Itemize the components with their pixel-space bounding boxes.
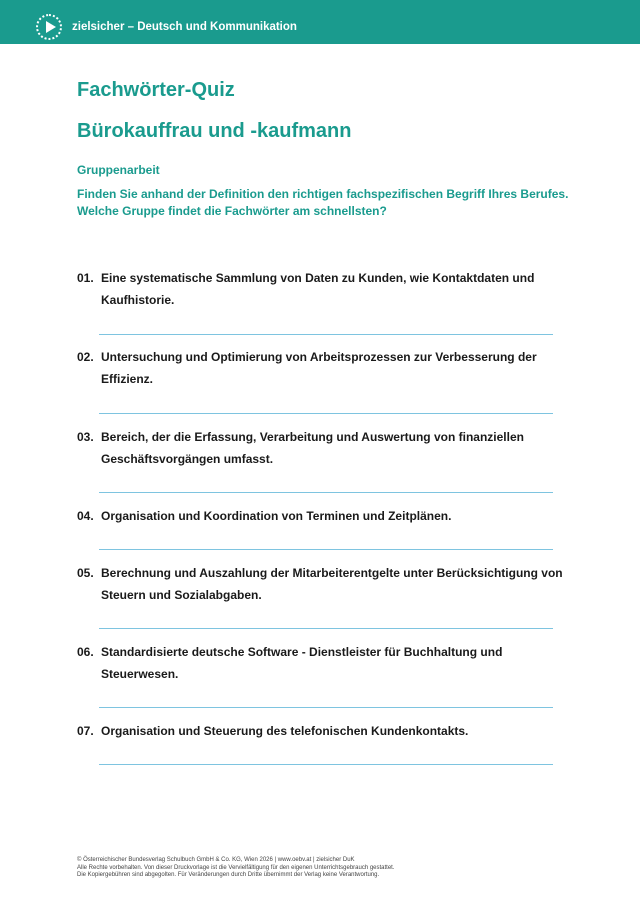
question-text: Organisation und Koordination von Terminen und Zeitplänen. [101,509,452,523]
answer-line[interactable] [99,492,553,493]
question-number: 06. [77,645,94,659]
question-number: 07. [77,724,94,738]
question-text: Berechnung und Auszahlung der Mitarbeiterentgelte unter Berücksichtigung von Steuern und Sozialabgaben. [101,566,563,602]
question-item [77,505,567,527]
question-text: Bereich, der die Erfassung, Verarbeitung und Auswertung von finanziellen Geschäftsvorgängen umfasst. [101,430,524,466]
brand-name: zielsicher – Deutsch und Kommunikation [72,21,297,33]
header-dotted-edge [0,40,640,48]
footer [77,857,597,880]
question-number: 01. [77,271,94,285]
question-item [77,641,567,685]
question-item [77,426,567,470]
answer-line[interactable] [99,707,553,708]
answer-line[interactable] [99,628,553,629]
footer-disclaimer: Die Kopiergebühren sind abgegolten. Für Veränderungen durch Dritte übernimmt der Verlag keine Verantwortung. [77,872,380,878]
question-item [77,267,567,311]
question-number: 05. [77,566,94,580]
question-item [77,720,567,742]
question-number: 02. [77,350,94,364]
footer-rights: Alle Rechte vorbehalten. Von dieser Druckvorlage ist die Vervielfältigung für den eigenen Unterrichtsgebrauch gestattet. [77,864,395,871]
question-text: Organisation und Steuerung des telefonischen Kundenkontakts. [101,724,469,738]
footer-copyright: © Österreichischer Bundesverlag Schulbuch GmbH & Co. KG, Wien 2026 | www.oebv.at | zielsicher DuK [77,857,355,863]
instruction-text: Finden Sie anhand der Definition den richtigen fachspezifischen Begriff Ihres Berufes. Welche Gruppe findet die Fachwörter am schnellsten? [77,187,569,218]
page-title: Fachwörter-Quiz [77,79,235,101]
question-number: 04. [77,509,94,523]
answer-line[interactable] [99,413,553,414]
answer-line[interactable] [99,549,553,550]
page-subtitle: Bürokauffrau und -kaufmann [77,120,352,142]
question-text: Eine systematische Sammlung von Daten zu Kunden, wie Kontaktdaten und Kaufhistorie. [101,271,535,307]
answer-line[interactable] [99,334,553,335]
question-text: Standardisierte deutsche Software - Dienstleister für Buchhaltung und Steuerwesen. [101,645,503,681]
answer-line[interactable] [99,764,553,765]
question-item [77,562,567,606]
play-circle-icon [36,14,62,40]
question-text: Untersuchung und Optimierung von Arbeitsprozessen zur Verbesserung der Effizienz. [101,350,537,386]
header-bar [0,0,640,44]
question-number: 03. [77,430,94,444]
question-item [77,346,567,390]
section-label: Gruppenarbeit [77,163,160,177]
